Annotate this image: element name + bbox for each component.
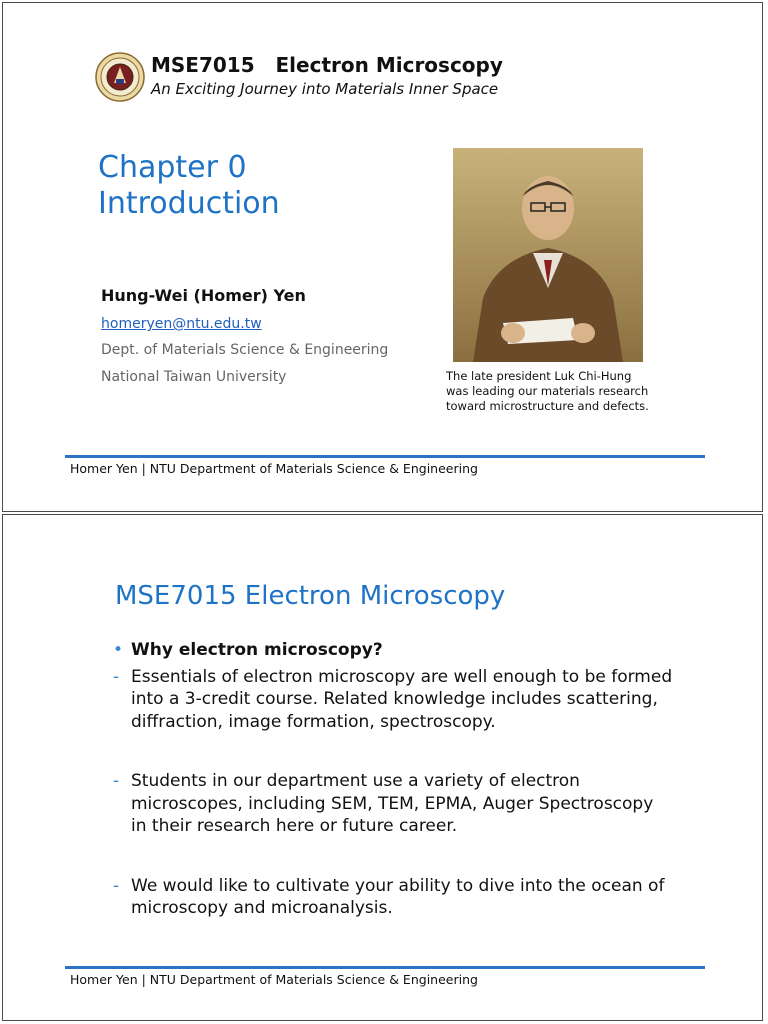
dash-marker: - — [113, 771, 120, 791]
chapter-number: Chapter 0 — [98, 150, 247, 185]
caption-line: was leading our materials research — [446, 384, 649, 398]
list-item — [113, 666, 673, 734]
slide-title: MSE7015 Electron Microscopy — [115, 581, 506, 611]
caption-line: The late president Luk Chi-Hung — [446, 369, 632, 383]
course-code-title: MSE7015 Electron Microscopy — [151, 53, 503, 77]
university-seal-icon — [95, 52, 145, 102]
bullet-marker: • — [113, 640, 124, 660]
chapter-name: Introduction — [98, 186, 280, 221]
slide-1 — [2, 2, 763, 512]
department-text: Dept. of Materials Science & Engineering — [101, 342, 389, 358]
footer-divider — [65, 455, 705, 458]
university-text: National Taiwan University — [101, 369, 287, 385]
list-item — [113, 639, 673, 662]
dash-marker: - — [113, 666, 120, 687]
list-item-text: Students in our department use a variety of electron microscopes, including SEM, TEM, EPMA, Auger Spectroscopy in their research here or future career. — [131, 771, 654, 836]
slide-footer: Homer Yen | NTU Department of Materials Science & Engineering — [70, 461, 478, 476]
list-item — [113, 875, 673, 920]
chapter-title — [98, 150, 280, 222]
bullet-heading: Why electron microscopy? — [131, 640, 383, 660]
caption-line: toward microstructure and defects. — [446, 399, 649, 413]
slide-2 — [2, 514, 763, 1021]
list-item — [113, 770, 673, 838]
list-item-text: We would like to cultivate your ability to dive into the ocean of microscopy and microanalysis. — [131, 875, 665, 918]
author-name: Hung-Wei (Homer) Yen — [101, 286, 306, 305]
author-email-link[interactable]: homeryen@ntu.edu.tw — [101, 316, 262, 332]
portrait-painting — [453, 148, 643, 362]
bullet-list — [113, 639, 673, 920]
slide-footer: Homer Yen | NTU Department of Materials Science & Engineering — [70, 972, 478, 987]
course-subtitle: An Exciting Journey into Materials Inner Space — [151, 80, 499, 98]
dash-marker: - — [113, 875, 120, 896]
footer-divider — [65, 966, 705, 969]
list-item-text: Essentials of electron microscopy are well enough to be formed into a 3-credit course. Related knowledge includes scattering, diffraction, image formation, spectroscopy. — [131, 666, 673, 732]
portrait-caption — [446, 369, 686, 414]
